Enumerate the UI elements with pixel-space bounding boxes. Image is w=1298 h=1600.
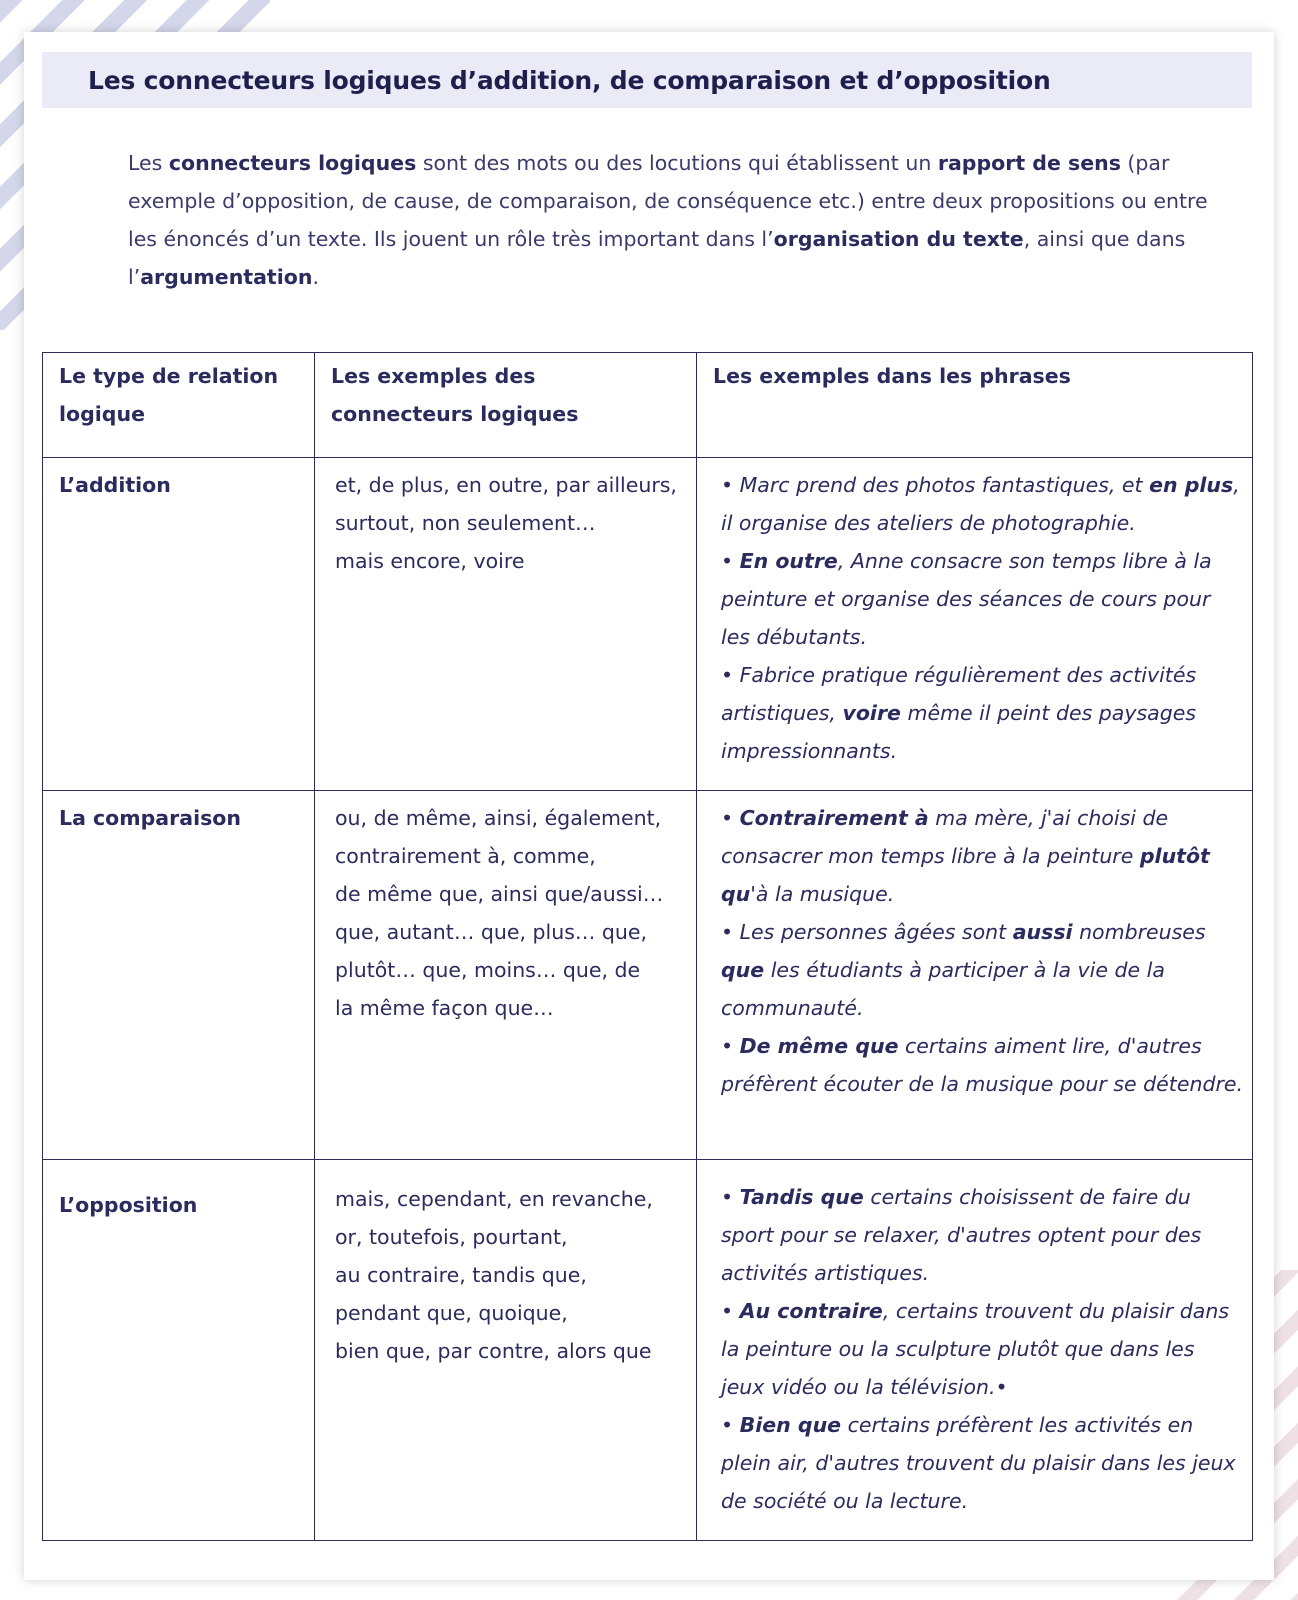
example-sentence	[721, 1178, 1244, 1292]
example-text: , Anne consacre son temps libre à la peinture et organise des séances de cours pour les débutants.	[721, 549, 1212, 649]
example-text: certains aiment lire, d'autres préfèrent écouter de la musique pour se détendre.	[721, 1034, 1244, 1096]
intro-bold-1: connecteurs logiques	[168, 151, 417, 175]
example-text: , certains trouvent du plaisir dans la peinture ou la sculpture plutôt que dans les jeux vidéo ou la télévision.•	[721, 1299, 1230, 1399]
example-text: •	[721, 806, 740, 830]
title-bar	[42, 52, 1252, 108]
connector-line: que, autant… que, plus… que,	[335, 920, 648, 944]
example-connector: voire	[842, 701, 901, 725]
content-card	[24, 32, 1274, 1580]
intro-text-3: (par exemple d’opposition, de cause, de comparaison, de conséquence etc.) entre deux propositions ou entre les énoncés d’un texte. Ils jouent un rôle très important dans l’	[128, 151, 1208, 251]
connectors-cell	[315, 791, 697, 1160]
header-relation-type: Le type de relation logique	[43, 353, 315, 458]
connector-line: mais encore, voire	[335, 549, 525, 573]
example-connector: Bien que	[739, 1413, 842, 1437]
connector-line: de même que, ainsi que/aussi…	[335, 882, 664, 906]
connectors-cell	[315, 458, 697, 791]
intro-bold-4: argumentation	[140, 265, 313, 289]
example-connector: Au contraire	[739, 1299, 883, 1323]
connector-line: au contraire, tandis que,	[335, 1263, 587, 1287]
intro-text-1: Les	[128, 151, 169, 175]
example-text: • Marc prend des photos fantastiques, et	[721, 473, 1150, 497]
table-row	[43, 791, 1253, 1160]
connector-line: surtout, non seulement…	[335, 511, 596, 535]
example-text: 'à la musique.	[750, 882, 895, 906]
table-header-row	[43, 353, 1253, 458]
intro-bold-3: organisation du texte	[773, 227, 1024, 251]
example-text: •	[721, 549, 740, 573]
example-text: même il peint des paysages impressionnants.	[721, 701, 1197, 763]
connector-line: ou, de même, ainsi, également,	[335, 806, 662, 830]
header-connector-examples: Les exemples des connecteurs logiques	[315, 353, 697, 458]
example-text: • Les personnes âgées sont	[721, 920, 1013, 944]
example-text: •	[721, 1299, 740, 1323]
examples-cell	[697, 791, 1253, 1160]
example-sentence	[721, 799, 1244, 913]
page-title: Les connecteurs logiques d’addition, de comparaison et d’opposition	[88, 65, 1051, 95]
example-sentence	[721, 1292, 1244, 1406]
example-text: certains choisissent de faire du sport pour se relaxer, d'autres optent pour des activités artistiques.	[721, 1185, 1202, 1285]
table-row	[43, 458, 1253, 791]
example-connector: plutôt qu	[721, 844, 1210, 906]
example-sentence	[721, 1406, 1244, 1520]
example-connector: De même que	[739, 1034, 899, 1058]
example-connector: aussi	[1012, 920, 1073, 944]
example-sentence	[721, 466, 1244, 542]
connector-line: bien que, par contre, alors que	[335, 1339, 652, 1363]
example-text: ma mère, j'ai choisi de consacrer mon temps libre à la peinture	[721, 806, 1169, 868]
connector-line: pendant que, quoique,	[335, 1301, 568, 1325]
relation-type-cell: La comparaison	[43, 791, 315, 1160]
example-text: nombreuses	[1072, 920, 1206, 944]
example-connector: En outre	[739, 549, 838, 573]
example-text: •	[721, 1034, 740, 1058]
connector-line: mais, cependant, en revanche,	[335, 1187, 653, 1211]
intro-paragraph	[128, 144, 1228, 296]
intro-text-5: .	[312, 265, 319, 289]
connectors-cell	[315, 1160, 697, 1541]
example-sentence	[721, 656, 1244, 770]
example-connector: que	[721, 958, 765, 982]
relation-type-cell: L’opposition	[43, 1160, 315, 1541]
header-sentence-examples: Les exemples dans les phrases	[697, 353, 1253, 458]
example-text: •	[721, 1185, 740, 1209]
table-row	[43, 1160, 1253, 1541]
example-text: •	[721, 1413, 740, 1437]
connector-line: la même façon que…	[335, 996, 554, 1020]
connector-line: contrairement à, comme,	[335, 844, 596, 868]
connector-line: or, toutefois, pourtant,	[335, 1225, 568, 1249]
intro-bold-2: rapport de sens	[937, 151, 1121, 175]
example-sentence	[721, 913, 1244, 1027]
examples-cell	[697, 458, 1253, 791]
example-sentence	[721, 542, 1244, 656]
example-connector: Tandis que	[739, 1185, 864, 1209]
example-sentence	[721, 1027, 1244, 1103]
connector-line: plutôt… que, moins… que, de	[335, 958, 641, 982]
intro-text-2: sont des mots ou des locutions qui établissent un	[416, 151, 938, 175]
intro-text-4: , ainsi que dans l’	[128, 227, 1186, 289]
connector-line: et, de plus, en outre, par ailleurs,	[335, 473, 677, 497]
examples-cell	[697, 1160, 1253, 1541]
connectors-table	[42, 352, 1253, 1541]
relation-type-cell: L’addition	[43, 458, 315, 791]
example-text: , il organise des ateliers de photographie.	[721, 473, 1240, 535]
example-text: certains préfèrent les activités en plein air, d'autres trouvent du plaisir dans les jeux de société ou la lecture.	[721, 1413, 1236, 1513]
example-connector: Contrairement à	[739, 806, 929, 830]
example-connector: en plus	[1149, 473, 1234, 497]
example-text: • Fabrice pratique régulièrement des activités artistiques,	[721, 663, 1197, 725]
example-text: les étudiants à participer à la vie de la communauté.	[721, 958, 1165, 1020]
